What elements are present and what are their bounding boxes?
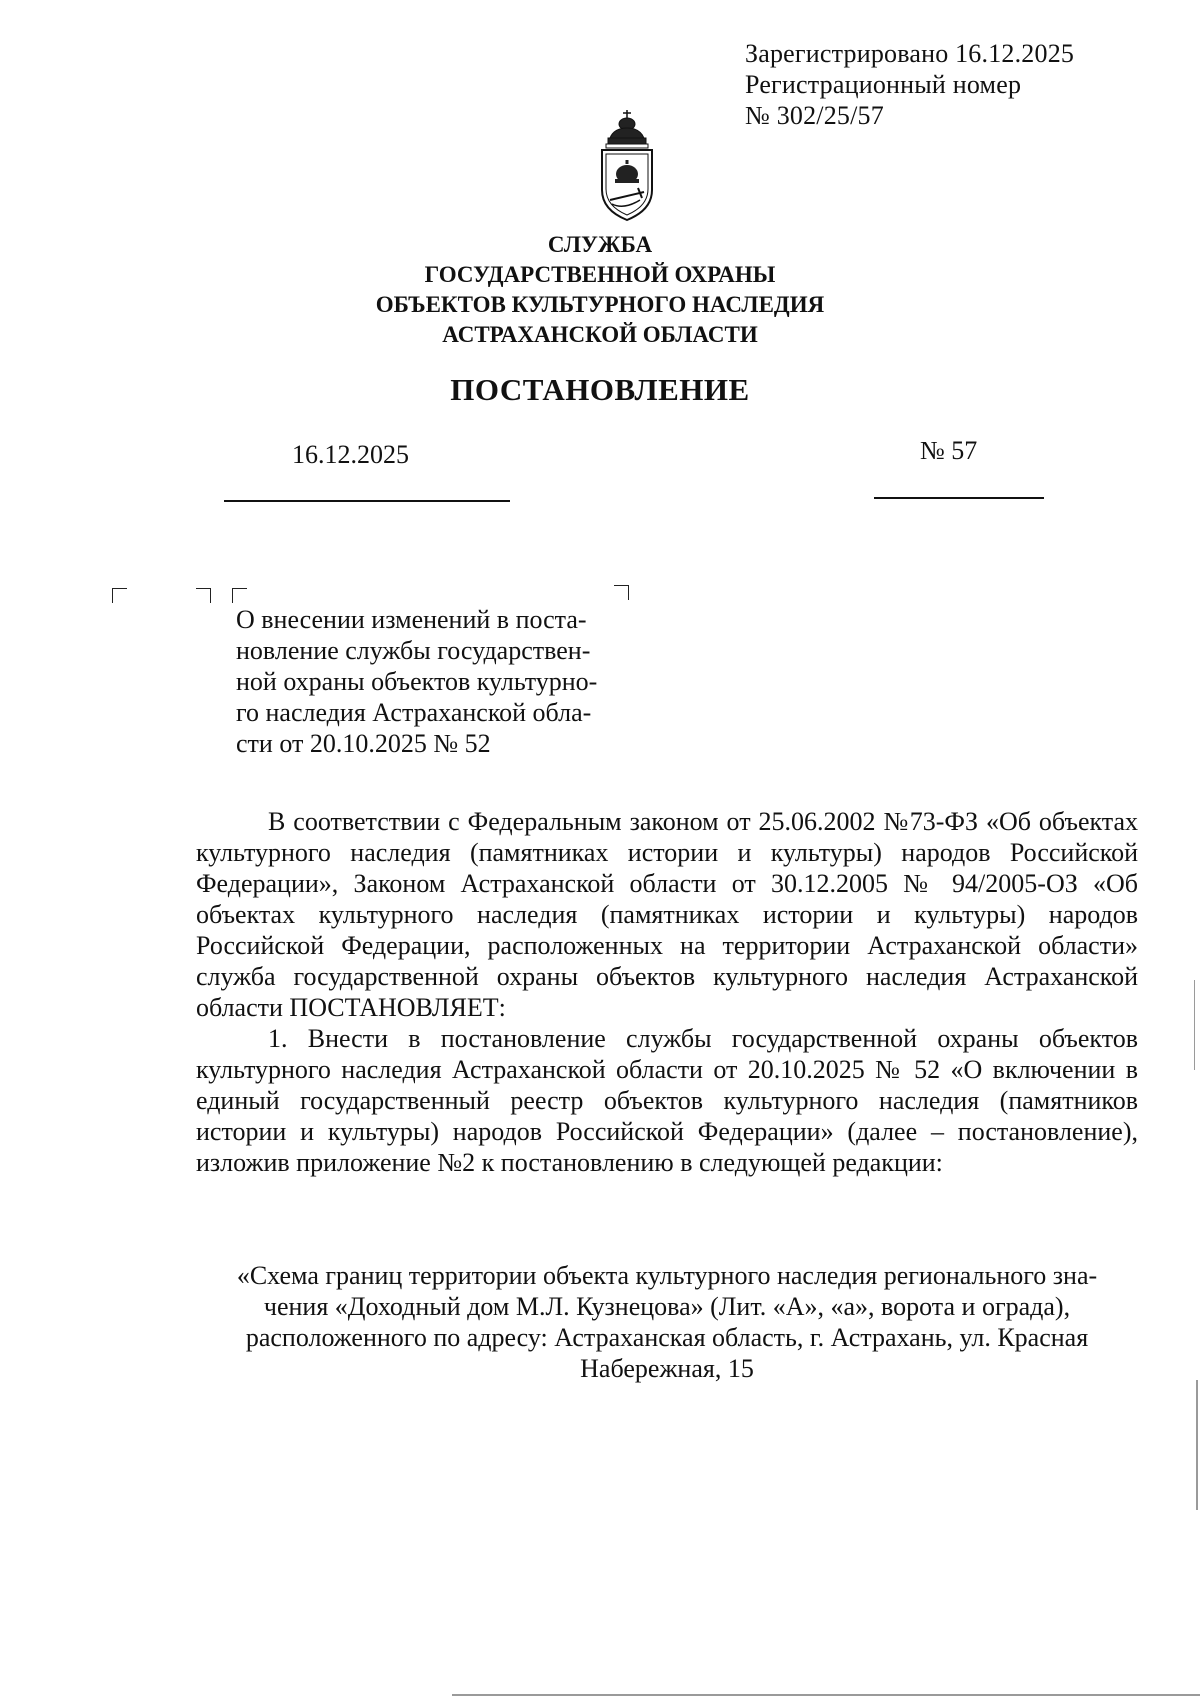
document-subject [236, 604, 597, 759]
subject-line: О внесении изменений в поста- [236, 605, 587, 634]
corner-mark [232, 588, 247, 603]
document-date: 16.12.2025 [292, 440, 409, 469]
clause-1-paragraph: 1. Внести в постановление службы государственной охраны объектов культурного наследия Астраханской области от 20.10.2025 № 52 «О включении в единый государственный реестр объектов культурного наследия (памятников истории и культуры) народов Российской Федерации» (далее – постановление), изложив приложение №2 к постановлению в следующей редакции: [196, 1024, 1138, 1177]
number-underline [874, 497, 1044, 499]
registration-number: № 302/25/57 [745, 101, 884, 130]
agency-name [300, 230, 900, 350]
agency-line: ГОСУДАРСТВЕННОЙ ОХРАНЫ [424, 262, 776, 287]
scan-artifact [1196, 1380, 1198, 1510]
corner-mark [196, 588, 211, 603]
corner-mark [112, 588, 127, 603]
corner-mark [614, 585, 629, 600]
schema-title-line: расположенного по адресу: Астраханская область, г. Астрахань, ул. Красная [245, 1323, 1089, 1352]
document-body [196, 806, 1138, 1178]
schema-title-line: чения «Доходный дом М.Л. Кузнецова» (Лит. «А», «а», ворота и ограда), [263, 1292, 1071, 1321]
subject-line: новление службы государствен- [236, 636, 591, 665]
scan-artifact [1194, 980, 1195, 1070]
subject-line: сти от 20.10.2025 № 52 [236, 729, 491, 758]
agency-line: ОБЪЕКТОВ КУЛЬТУРНОГО НАСЛЕДИЯ [375, 292, 825, 317]
registration-label: Регистрационный номер [745, 70, 1022, 99]
schema-title-line: Набережная, 15 [580, 1354, 754, 1383]
schema-title-line: «Схема границ территории объекта культурного наследия регионального зна- [236, 1261, 1098, 1290]
preamble-paragraph: В соответствии с Федеральным законом от 25.06.2002 №73-ФЗ «Об объектах культурного наследия (памятниках истории и культуры) народов Российской Федерации», Законом Астраханской области от 30.12.2005 № 94/2005-ОЗ «Об объектах культурного наследия (памятниках истории и культуры) народов Российской Федерации, расположенных на территории Астраханской области» служба государственной охраны объектов культурного наследия Астраханской области ПОСТАНОВЛЯЕТ: [196, 807, 1138, 1022]
subject-line: ной охраны объектов культурно- [236, 667, 598, 696]
document-number: № 57 [920, 436, 978, 465]
astrakhan-coat-of-arms-icon [594, 108, 660, 226]
date-underline [224, 500, 510, 502]
subject-line: го наследия Астраханской обла- [236, 698, 592, 727]
registration-date: Зарегистрировано 16.12.2025 [745, 39, 1075, 68]
schema-title [196, 1260, 1138, 1384]
registration-stamp [745, 38, 1074, 131]
agency-line: АСТРАХАНСКОЙ ОБЛАСТИ [442, 322, 758, 347]
document-type: ПОСТАНОВЛЕНИЕ [450, 372, 750, 407]
agency-line: СЛУЖБА [547, 232, 653, 257]
